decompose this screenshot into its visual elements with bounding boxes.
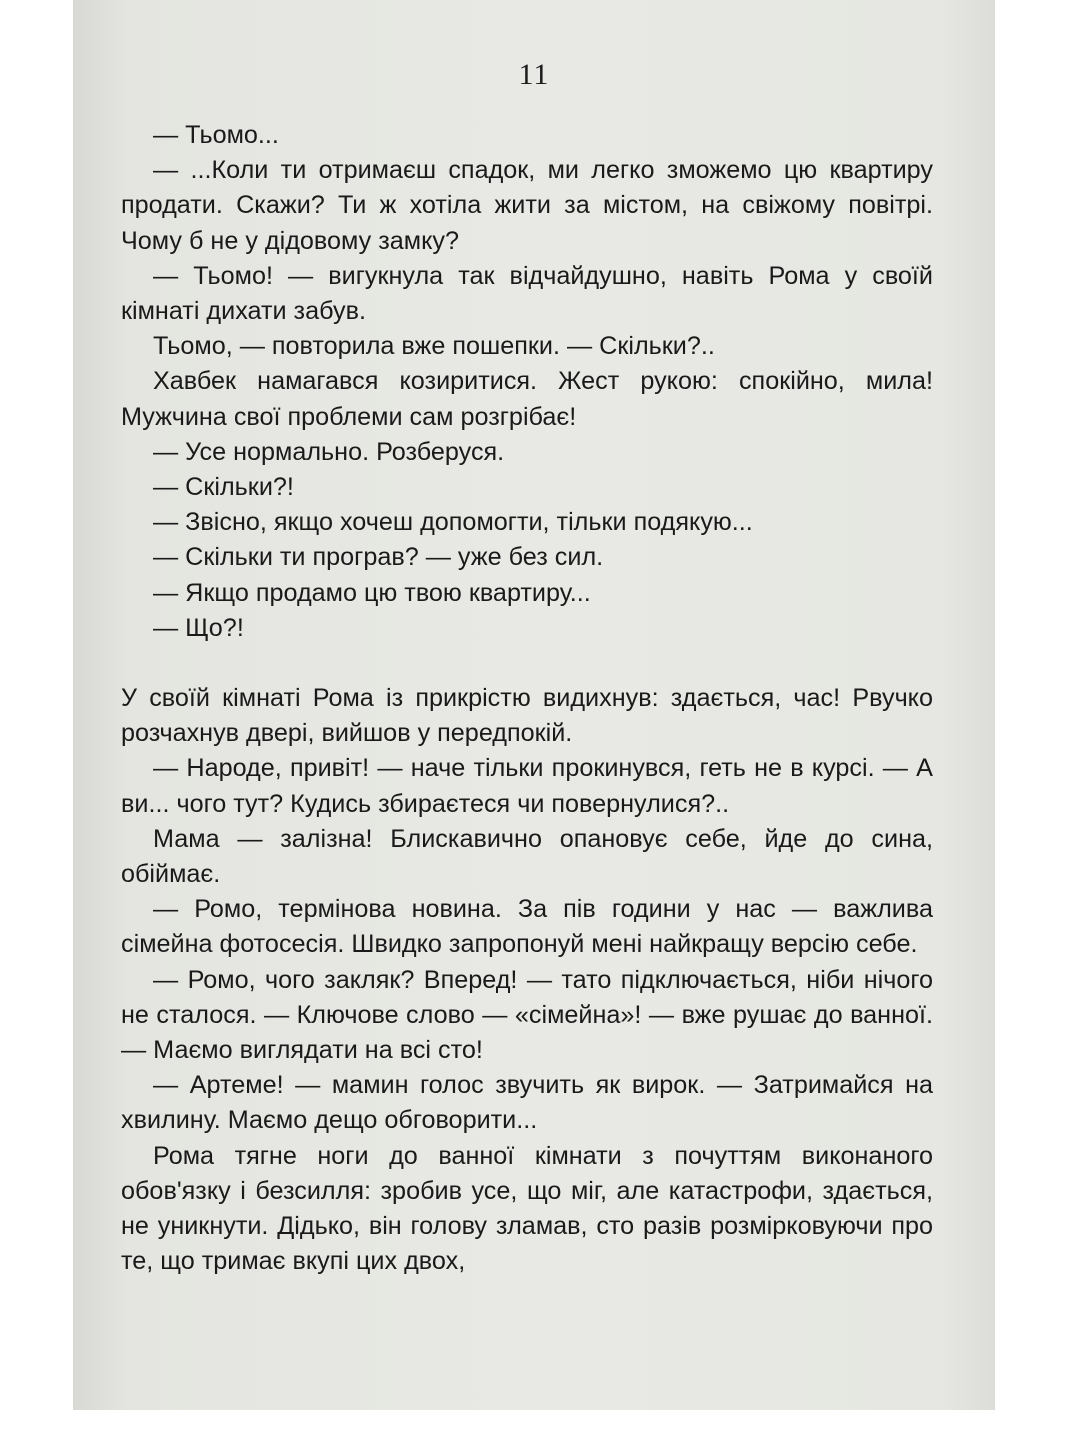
paragraph: — Звісно, якщо хочеш допомогти, тільки подякую... xyxy=(153,508,753,537)
paragraph: — Скільки?! xyxy=(153,473,294,502)
paragraph: Мама — залізна! Блискавично опановує себе, йде до сина, обіймає. xyxy=(121,824,933,889)
paragraph: — Якщо продамо цю твою квартиру... xyxy=(153,578,591,607)
page-number: 11 xyxy=(518,58,550,91)
paragraph: Хавбек намагався козиритися. Жест рукою: спокійно, мила! Мужчина свої проблеми сам розгрібає! xyxy=(121,367,933,431)
paragraph: — Усе нормально. Розберуся. xyxy=(153,437,505,466)
paragraph: Рома тягне ноги до ванної кімнати з почуттям виконаного обов'язку і безсилля: зробив усе, що міг, але катастрофи, здається, не уникнути. Дідько, він голову зламав, сто разів розмірковуючи про те, що тримає вкупі цих двох, xyxy=(121,1141,933,1276)
paragraph: — Ромо, термінова новина. За пів години у нас — важлива сімейна фотосесія. Швидко запропонуй мені найкращу версію себе. xyxy=(121,895,933,959)
body-text xyxy=(121,118,933,1280)
paragraph: — Що?! xyxy=(153,613,244,642)
paragraph: У своїй кімнаті Рома із прикрістю видихнув: здається, час! Рвучко розчахнув двері, вийшов у передпокій. xyxy=(121,684,933,748)
paragraph: — ...Коли ти отримаєш спадок, ми легко зможемо цю квартиру продати. Скажи? Ти ж хотіла жити за містом, на свіжому повітрі. Чому б не у дідовому замку? xyxy=(121,156,933,255)
paragraph: — Скільки ти програв? — уже без сил. xyxy=(153,543,604,572)
paragraph: — Ромо, чого закляк? Вперед! — тато підключається, ніби нічого не сталося. — Ключове слово — «сімейна»! — вже рушає до ванної. — Маємо виглядати на всі сто! xyxy=(121,965,933,1065)
paragraph: — Артеме! — мамин голос звучить як вирок. — Затримайся на хвилину. Маємо дещо обговорити... xyxy=(121,1071,933,1135)
book-page xyxy=(73,0,995,1410)
paragraph: — Тьомо... xyxy=(153,121,279,149)
paragraph: — Народе, привіт! — наче тільки прокинувся, геть не в курсі. — А ви... чого тут? Кудись збираєтеся чи повернулися?.. xyxy=(121,754,933,818)
paragraph: Тьомо, — повторила вже пошепки. — Скільки?.. xyxy=(153,332,715,361)
paragraph: — Тьомо! — вигукнула так відчайдушно, навіть Рома у своїй кімнаті дихати забув. xyxy=(121,261,933,326)
